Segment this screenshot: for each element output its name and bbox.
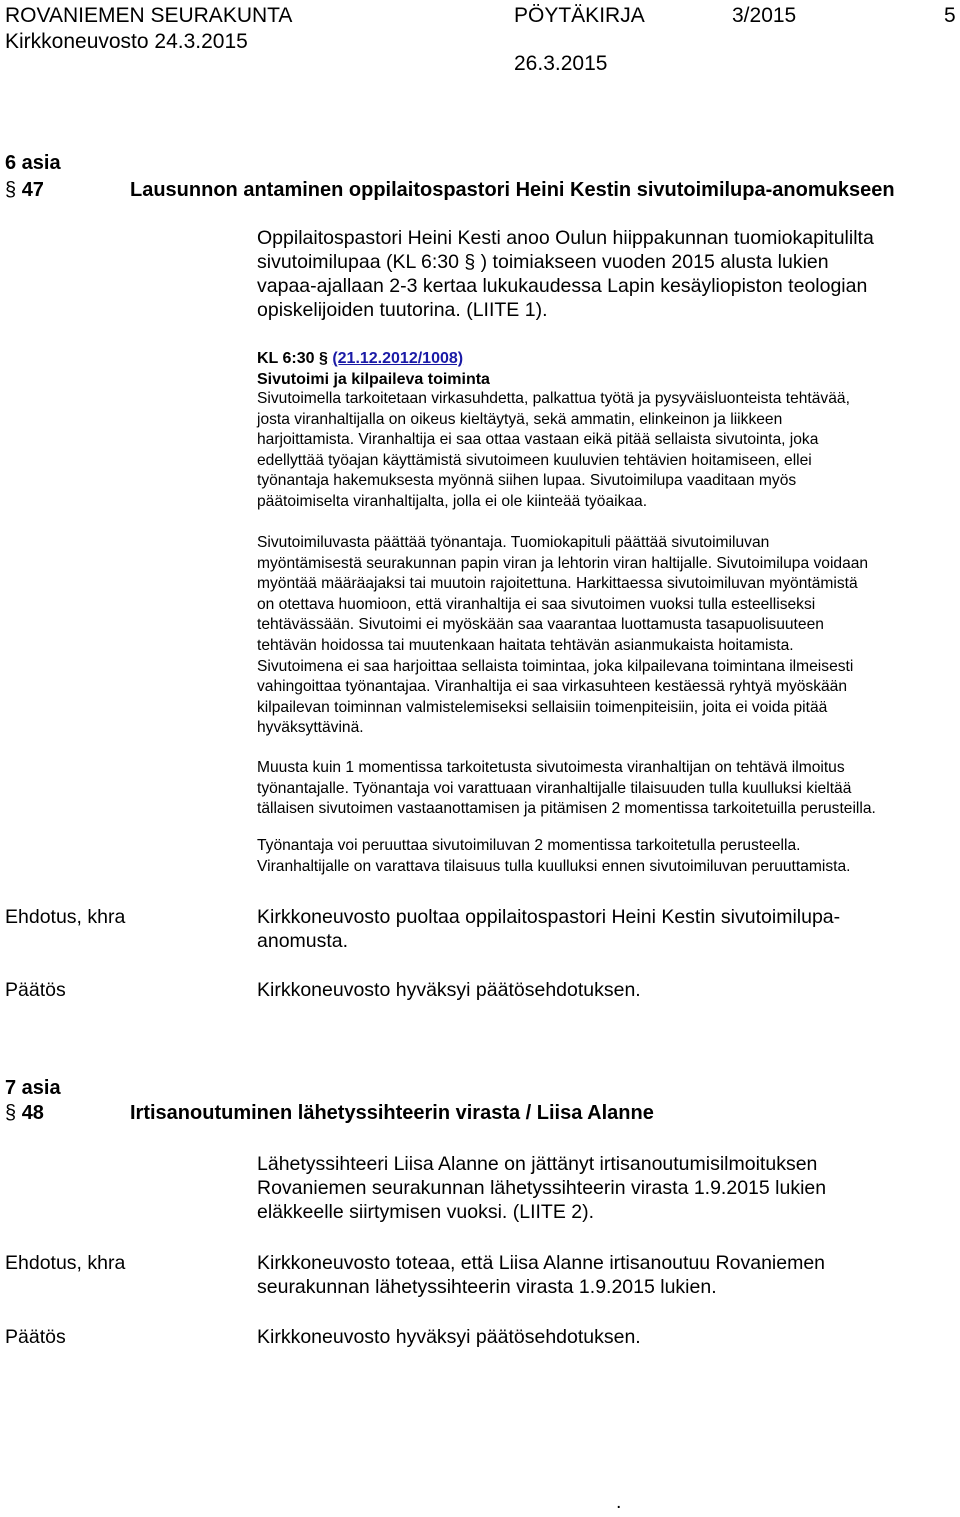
law-line: on otettava huomioon, että viranhaltija ei saa sivutoimen vuoksi tulla esteelliseksi (257, 595, 816, 613)
law-line: Sivutoimella tarkoitetaan virkasuhdetta, palkattua työtä ja pysyväisluonteista tehtävää, (257, 390, 850, 407)
intro-line: Oppilaitospastori Heini Kesti anoo Oulun hiippakunnan tuomiokapitulilta (257, 227, 874, 249)
meeting-date: Kirkkoneuvosto 24.3.2015 (5, 30, 248, 53)
law-paragraph-1 (257, 389, 850, 513)
law-line: vahingoittaa työnantajaa. Viranhaltija ei saa virkasuhteen kestäessä ryhtyä myöskään (257, 678, 848, 696)
doc-type: PÖYTÄKIRJA (514, 4, 645, 27)
law-reference (257, 349, 463, 369)
proposal-text (257, 1251, 825, 1299)
protocol-date: 26.3.2015 (514, 52, 608, 75)
section-title: Lausunnon antaminen oppilaitospastori Heini Kestin sivutoimilupa-anomukseen (130, 179, 895, 201)
doc-number: 3/2015 (732, 4, 797, 27)
law-line: Sivutoimiluvasta päättää työnantaja. Tuomiokapituli päättää sivutoimiluvan (257, 534, 770, 551)
law-line: tehtävässään. Sivutoimi ei myöskään saa vaarantaa luottamusta tasapuolisuuteen (257, 616, 824, 634)
intro-line: eläkkeelle siirtymisen vuoksi. (LIITE 2). (257, 1201, 595, 1223)
section-number-value: 48 (21, 1102, 44, 1124)
intro-line: Lähetyssihteeri Liisa Alanne on jättänyt irtisanoutumisilmoituksen (257, 1153, 818, 1175)
intro-paragraph (257, 1152, 826, 1224)
proposal-line: seurakunnan lähetyssihteerin virasta 1.9.2015 lukien. (257, 1276, 717, 1298)
proposal-line: Kirkkoneuvosto toteaa, että Liisa Alanne irtisanoutuu Rovaniemen (257, 1252, 826, 1274)
law-paragraph-4 (257, 836, 850, 877)
section-number (5, 178, 44, 202)
intro-line: opiskelijoiden tuutorina. (LIITE 1). (257, 299, 548, 321)
law-line: päätoimiselta viranhaltijalta, jolla ei ole kiinteää työaikaa. (257, 492, 648, 510)
decision-label: Päätös (5, 1326, 66, 1348)
law-line: myöntämisestä seurakunnan papin viran ja lehtorin viran haltijalle. Sivutoimilupa voidaan (257, 554, 869, 572)
decision-text: Kirkkoneuvosto hyväksyi päätösehdotuksen. (257, 1326, 641, 1348)
law-line: tehtävän hoidossa tai muutenkaan haitata tehtävän asianmukaista hoitamista. (257, 636, 794, 654)
law-paragraph-2 (257, 533, 868, 739)
proposal-label: Ehdotus, khra (5, 906, 126, 928)
law-line: Muusta kuin 1 momentissa tarkoitetusta sivutoimesta viranhaltijan on tehtävä ilmoitus (257, 759, 845, 776)
proposal-line: anomusta. (257, 930, 349, 952)
law-reference-link[interactable]: (21.12.2012/1008) (332, 350, 464, 367)
intro-line: sivutoimilupaa (KL 6:30 § ) toimiakseen vuoden 2015 alusta lukien (257, 251, 829, 273)
law-line: työnantajalle. Työnantaja voi varattuaan viranhaltijalle tilaisuuden tulla kuulluksi kieltää (257, 779, 852, 797)
proposal-label: Ehdotus, khra (5, 1252, 126, 1274)
law-line: Sivutoimena ei saa harjoittaa sellaista toimintaa, joka kilpailevana toimintana ilmeisesti (257, 657, 854, 675)
law-line: työnantaja hakemuksesta myönnä siihen lupaa. Sivutoimilupa vaaditaan myös (257, 472, 797, 490)
item-asia-label: 7 asia (5, 1077, 61, 1099)
section-number (5, 1101, 44, 1125)
proposal-line: Kirkkoneuvosto puoltaa oppilaitospastori Heini Kestin sivutoimilupa- (257, 906, 841, 928)
footer-dot: . (616, 1491, 622, 1513)
law-line: hyväksyttävinä. (257, 719, 364, 737)
section-title: Irtisanoutuminen lähetyssihteerin virasta / Liisa Alanne (130, 1102, 654, 1124)
decision-text: Kirkkoneuvosto hyväksyi päätösehdotuksen. (257, 979, 641, 1001)
section-number-value: 47 (21, 179, 44, 201)
intro-line: vapaa-ajallaan 2-3 kertaa lukukaudessa Lapin kesäyliopiston teologian (257, 275, 868, 297)
law-line: harjoittamista. Viranhaltija ei saa ottaa vastaan eikä pitää sellaista sivutointa, joka (257, 431, 819, 449)
law-reference-prefix: KL 6:30 § (257, 350, 328, 367)
law-heading: Sivutoimi ja kilpaileva toiminta (257, 371, 490, 388)
intro-line: Rovaniemen seurakunnan lähetyssihteerin virasta 1.9.2015 lukien (257, 1177, 827, 1199)
decision-label: Päätös (5, 979, 66, 1001)
law-line: myöntää määräajaksi tai muutoin rajoitettuna. Harkittaessa sivutoimiluvan myöntämistä (257, 575, 858, 593)
law-line: tällaisen sivutoimen vastaanottamisen ja pitämisen 2 momentissa tarkoitetuilla perusteilla. (257, 800, 876, 818)
law-paragraph-3 (257, 758, 876, 820)
org-name: ROVANIEMEN SEURAKUNTA (5, 4, 293, 27)
law-line: josta viranhaltijalla on oikeus kieltäytyä, sekä ammatin, elinkeinon ja liikkeen (257, 410, 783, 428)
law-line: edellyttää työajan käyttämistä sivutoimeen kuuluvien tehtävien hoitamiseen, ellei (257, 451, 812, 469)
section-symbol: § (5, 1102, 17, 1124)
section-symbol: § (5, 179, 17, 201)
law-line: Työnantaja voi peruuttaa sivutoimiluvan 2 momentissa tarkoitetulla perusteella. (257, 837, 801, 854)
proposal-text (257, 905, 840, 953)
item-asia-label: 6 asia (5, 152, 61, 174)
law-line: kilpailevan toiminnan valmistelemiseksi sellaisiin toimenpiteisiin, joita ei voida pitää (257, 698, 828, 716)
intro-paragraph (257, 226, 874, 322)
page-number: 5 (944, 4, 956, 27)
law-line: Viranhaltijalle on varattava tilaisuus tulla kuulluksi ennen sivutoimiluvan peruuttamista. (257, 857, 851, 875)
